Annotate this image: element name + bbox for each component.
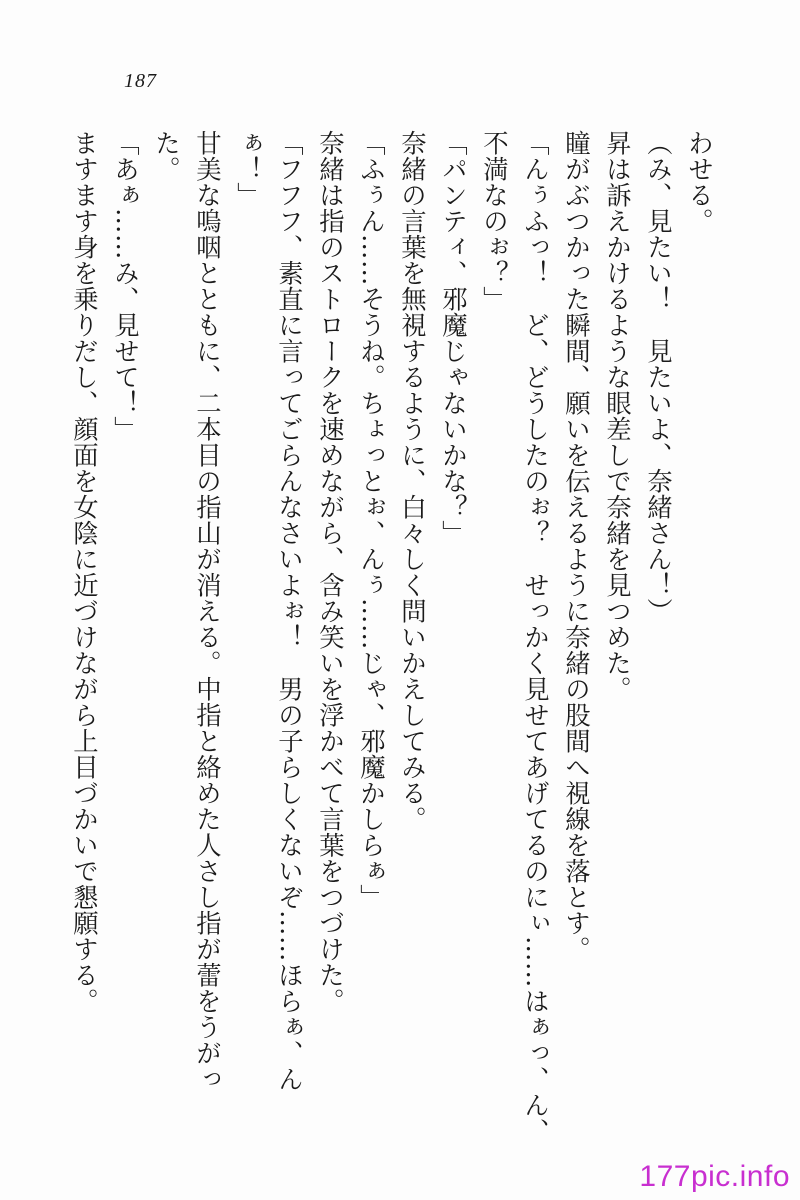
novel-body-text — [70, 130, 720, 1160]
text-line: 甘美な嗚咽とともに、二本目の指山が消える。中指と絡めた人さし指が蕾をうがっ — [193, 130, 223, 1092]
text-line: （み、見たい！ 見たいよ、奈緒さん！） — [644, 130, 674, 624]
text-line: 「パンティ、邪魔じゃないかな？」 — [439, 130, 469, 546]
text-line: 奈緒の言葉を無視するように、白々しく問いかえしてみる。 — [398, 130, 428, 832]
text-line: ぁ！」 — [234, 130, 264, 208]
text-line: 瞳がぶつかった瞬間、願いを伝えるように奈緒の股間へ視線を落とす。 — [562, 130, 592, 962]
text-line: 昇は訴えかけるような眼差しで奈緒を見つめた。 — [603, 130, 633, 702]
text-line: 「フフフ、素直に言ってごらんなさいよぉ！ 男の子らしくないぞ……ほらぁ、ん — [275, 130, 305, 1092]
text-line: 奈緒は指のストロークを速めながら、含み笑いを浮かべて言葉をつづけた。 — [316, 130, 346, 1014]
text-line: た。 — [152, 130, 182, 182]
text-line: わせる。 — [685, 130, 715, 234]
text-line: 「ふぅん……そうね。ちょっとぉ、んぅ……じゃ、邪魔かしらぁ」 — [357, 130, 387, 910]
site-watermark: 177pic.info — [639, 1160, 790, 1193]
page-number: 187 — [124, 70, 157, 92]
text-line: ますます身を乗りだし、顔面を女陰に近づけながら上目づかいで懇願する。 — [70, 130, 100, 1014]
text-line: 「んぅふっ！ ど、どうしたのぉ？ せっかく見せてあげてるのにぃ……はぁっ、ん、 — [521, 130, 551, 1144]
text-line: 不満なのぉ？」 — [480, 130, 510, 312]
text-line: 「あぁ……み、見せて！」 — [111, 130, 141, 442]
